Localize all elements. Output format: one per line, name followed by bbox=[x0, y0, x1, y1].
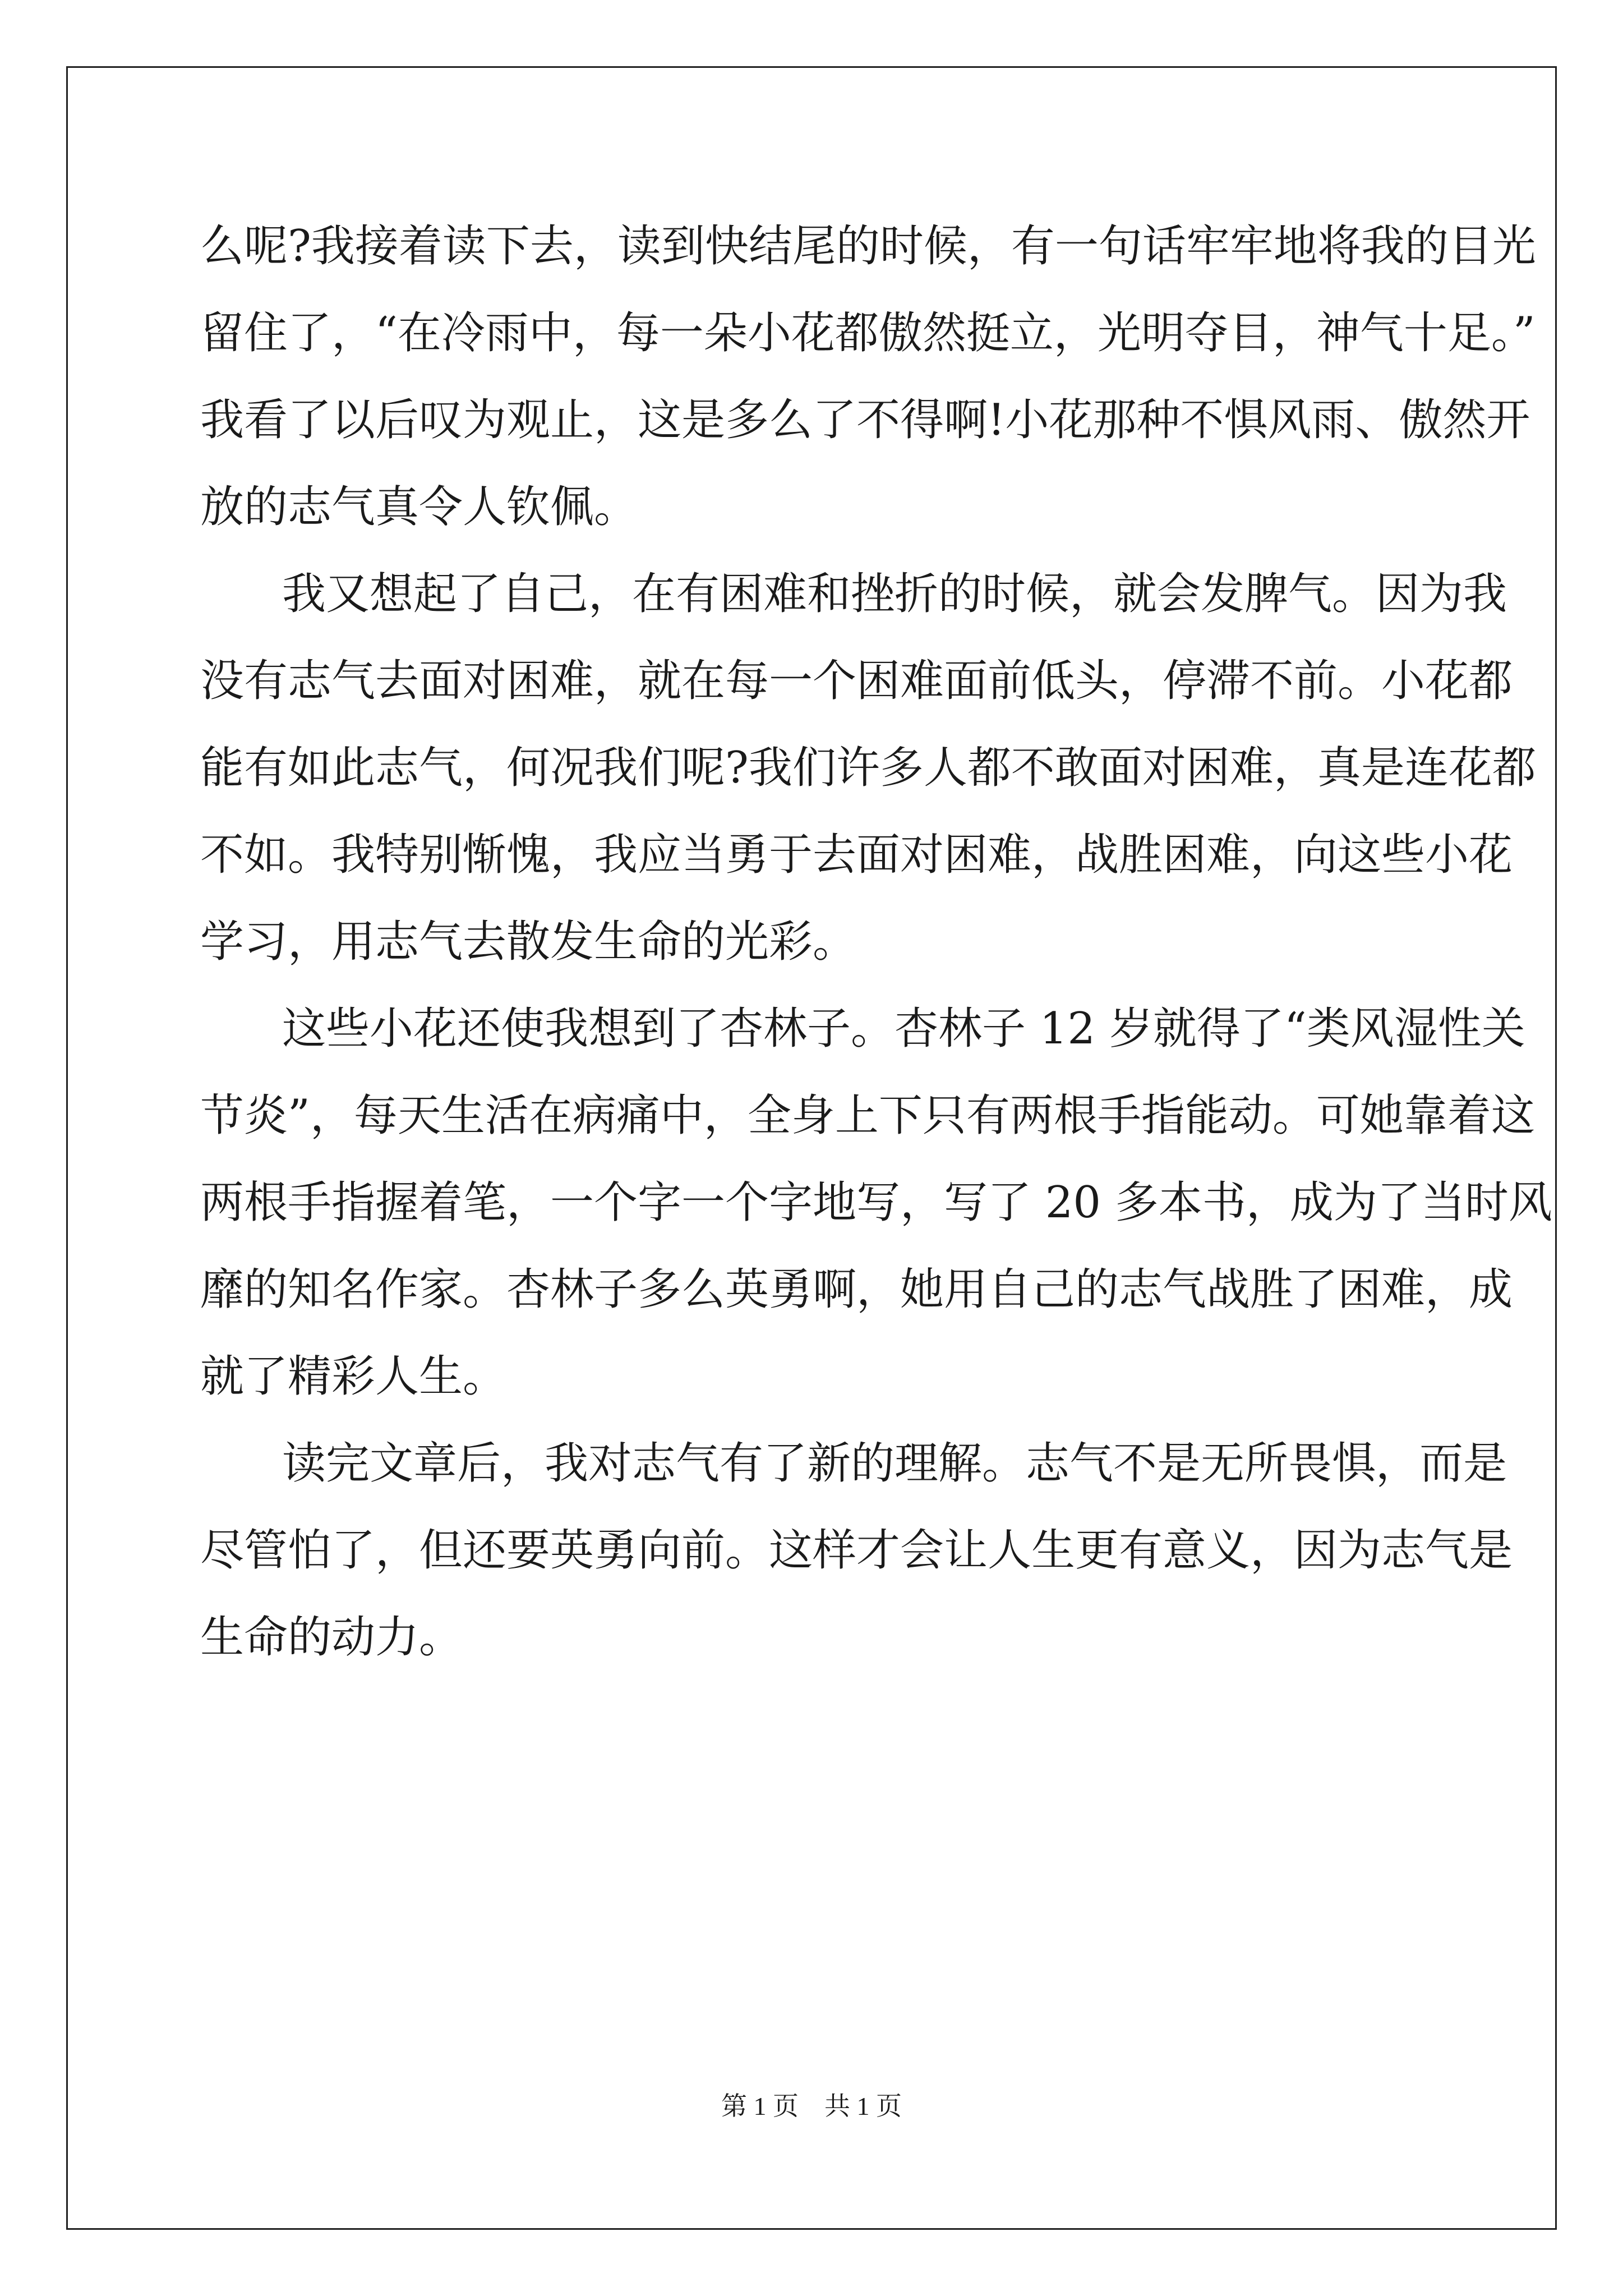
text-line: 没有志气去面对困难，就在每一个困难面前低头，停滞不前。小花都 bbox=[200, 656, 1513, 706]
text-line: 读完文章后，我对志气有了新的理解。志气不是无所畏惧，而是 bbox=[282, 1438, 1507, 1489]
text-line: 生命的动力。 bbox=[200, 1612, 463, 1663]
text-line: 么呢?我接着读下去，读到快结尾的时候，有一句话牢牢地将我的目光 bbox=[200, 221, 1536, 272]
text-line: 留住了，“在冷雨中，每一朵小花都傲然挺立，光明夺目，神气十足。” bbox=[200, 308, 1536, 358]
text-line: 靡的知名作家。杏林子多么英勇啊，她用自己的志气战胜了困难，成 bbox=[200, 1264, 1513, 1315]
text-line: 放的志气真令人钦佩。 bbox=[200, 482, 638, 532]
text-line: 我又想起了自己，在有困难和挫折的时候，就会发脾气。因为我 bbox=[282, 569, 1507, 619]
text-line: 我看了以后叹为观止，这是多么了不得啊!小花那种不惧风雨、傲然开 bbox=[200, 395, 1530, 445]
text-line: 这些小花还使我想到了杏林子。杏林子 12 岁就得了“类风湿性关 bbox=[282, 1004, 1525, 1054]
text-line: 两根手指握着笔，一个字一个字地写，写了 20 多本书，成为了当时风 bbox=[200, 1177, 1552, 1228]
document-body bbox=[200, 203, 1552, 1681]
text-line: 尽管怕了，但还要英勇向前。这样才会让人生更有意义，因为志气是 bbox=[200, 1525, 1513, 1576]
text-line: 不如。我特别惭愧，我应当勇于去面对困难，战胜困难，向这些小花 bbox=[200, 830, 1513, 880]
page-number: 第 1 页 共 1 页 bbox=[721, 2092, 902, 2120]
text-line: 学习，用志气去散发生命的光彩。 bbox=[200, 917, 857, 967]
text-line: 节炎”，每天生活在病痛中，全身上下只有两根手指能动。可她靠着这 bbox=[200, 1091, 1535, 1141]
text-line: 能有如此志气，何况我们呢?我们许多人都不敢面对困难，真是连花都 bbox=[200, 743, 1536, 793]
text-line: 就了精彩人生。 bbox=[200, 1351, 507, 1402]
